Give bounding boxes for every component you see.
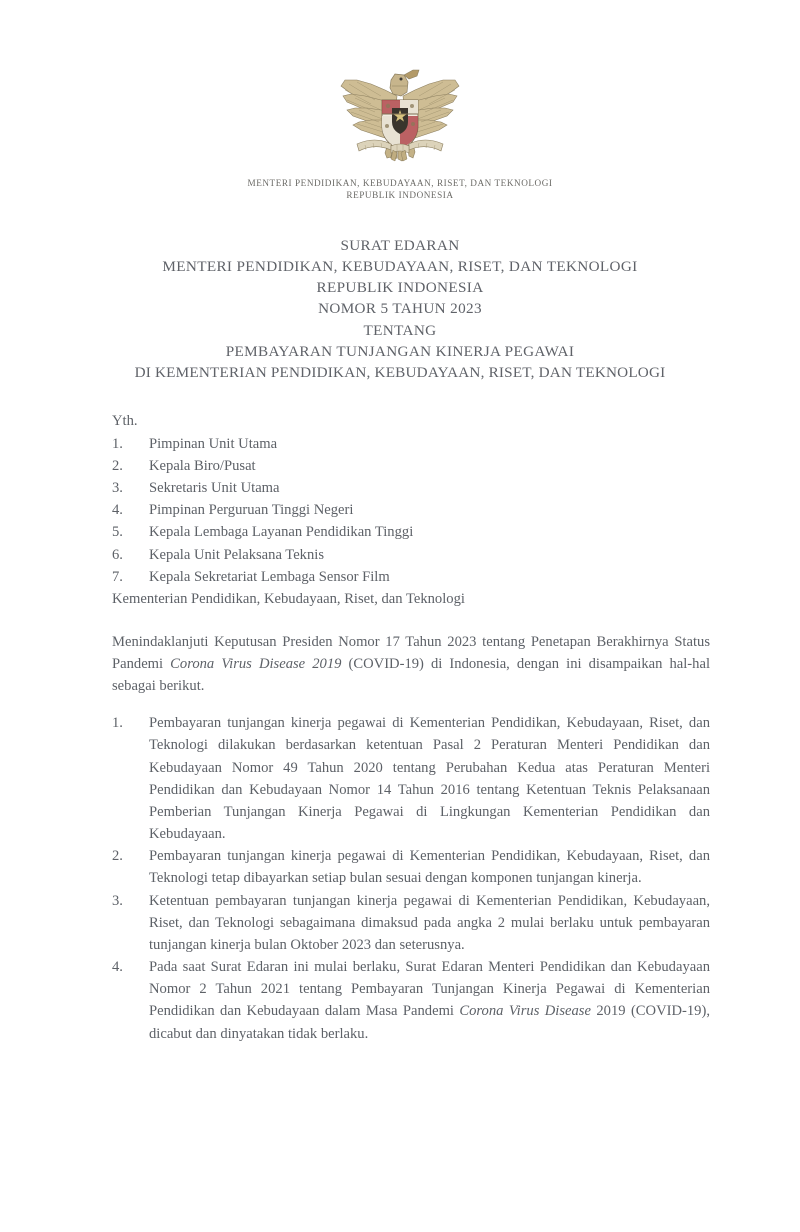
list-item	[112, 499, 710, 521]
clause-text: Pembayaran tunjangan kinerja pegawai di Kementerian Pendidikan, Kebudayaan, Riset, dan Teknologi dilakukan berdasarkan ketentuan Pasal 2 Peraturan Menteri Pendidikan dan Kebudayaan Nomor 49 Tahun 2020 tentang Perubahan Kedua atas Peraturan Menteri Pendidikan dan Kebudayaan Nomor 14 Tahun 2016 tentang Ketentuan Teknis Pelaksanaan Pemberian Tunjangan Kinerja Pegawai di Lingkungan Kementerian Pendidikan dan Kebudayaan.	[149, 715, 710, 843]
recipient-text: Kepala Sekretariat Lembaga Sensor Film	[149, 568, 390, 585]
letterhead	[0, 0, 800, 202]
list-item	[112, 845, 710, 889]
document-title-block	[0, 235, 800, 384]
clause4-italic-1: Corona Virus Disease	[459, 1003, 591, 1020]
recipient-number: 4.	[112, 502, 123, 519]
recipient-number: 1.	[112, 435, 123, 452]
recipient-number: 7.	[112, 568, 123, 585]
intro-paragraph	[112, 631, 710, 698]
recipient-number: 6.	[112, 546, 123, 563]
title-subject-1: PEMBAYARAN TUNJANGAN KINERJA PEGAWAI	[225, 342, 575, 360]
list-item	[112, 477, 710, 499]
clause-list	[112, 712, 710, 1045]
list-item	[112, 890, 710, 957]
title-subject-2: DI KEMENTERIAN PENDIDIKAN, KEBUDAYAAN, RISET, DAN TEKNOLOGI	[134, 364, 666, 382]
recipients-label: Yth.	[112, 412, 138, 429]
recipients-footer: Kementerian Pendidikan, Kebudayaan, Riset, dan Teknologi	[112, 590, 465, 607]
recipient-number: 5.	[112, 524, 123, 541]
recipient-text: Pimpinan Unit Utama	[149, 435, 278, 452]
list-item	[112, 455, 710, 477]
letterhead-line-1: MENTERI PENDIDIKAN, KEBUDAYAAN, RISET, DAN TEKNOLOGI	[247, 178, 553, 188]
intro-part-1: Menindaklanjuti Keputusan Presiden Nomor 17 Tahun 2023 tentang Penetapan Berakhirnya Status Pandemi	[112, 634, 710, 673]
list-item	[112, 521, 710, 543]
title-surat-edaran: SURAT EDARAN	[340, 236, 460, 254]
recipient-text: Kepala Biro/Pusat	[149, 457, 256, 474]
clause-text	[149, 956, 710, 1045]
list-item	[112, 566, 710, 588]
clause-number: 3.	[112, 892, 123, 909]
list-item	[112, 433, 710, 455]
clause-number: 2.	[112, 848, 123, 865]
clause4-part-1: Pada saat Surat Edaran ini mulai berlaku, Surat Edaran Menteri Pendidikan dan Kebudayaan Nomor 2 Tahun 2021 tentang Pembayaran Tunjangan Kinerja Pegawai di Kementerian Pendidikan dan Kebudayaan dalam Masa Pandemi	[149, 959, 710, 1020]
recipient-text: Kepala Unit Pelaksana Teknis	[149, 546, 325, 563]
recipient-text: Pimpinan Perguruan Tinggi Negeri	[149, 502, 354, 519]
list-item	[112, 956, 710, 1045]
document-body	[0, 410, 800, 1045]
recipient-number: 3.	[112, 480, 123, 497]
list-item	[112, 712, 710, 845]
title-tentang: TENTANG	[363, 321, 437, 339]
recipient-text: Sekretaris Unit Utama	[149, 480, 280, 497]
clause-text: Ketentuan pembayaran tunjangan kinerja pegawai di Kementerian Pendidikan, Kebudayaan, Riset, dan Teknologi sebagaimana dimaksud pada angka 2 mulai berlaku untuk pembayaran tunjangan kinerja bulan Oktober 2023 dan seterusnya.	[149, 892, 710, 953]
clause-number: 4.	[112, 959, 123, 976]
clause-number: 1.	[112, 715, 123, 732]
intro-part-2: (COVID-19) di Indonesia, dengan ini disampaikan hal-hal sebagai berikut.	[112, 656, 710, 695]
title-number: NOMOR 5 TAHUN 2023	[318, 300, 482, 318]
recipient-text: Kepala Lembaga Layanan Pendidikan Tinggi	[149, 524, 414, 541]
recipients-list	[112, 433, 710, 588]
letterhead-text	[0, 178, 800, 202]
title-republic: REPUBLIK INDONESIA	[316, 279, 484, 297]
list-item	[112, 544, 710, 566]
clause-text: Pembayaran tunjangan kinerja pegawai di Kementerian Pendidikan, Kebudayaan, Riset, dan Teknologi tetap dibayarkan setiap bulan sesuai dengan komponen tunjangan kinerja.	[149, 848, 710, 887]
clause4-part-2: 2019 (COVID-19), dicabut dan dinyatakan tidak berlaku.	[149, 1003, 710, 1042]
intro-italic-1: Corona Virus Disease 2019	[170, 656, 342, 673]
letterhead-line-2: REPUBLIK INDONESIA	[346, 189, 454, 200]
recipient-number: 2.	[112, 457, 123, 474]
garuda-pancasila-emblem	[335, 60, 465, 172]
title-ministry: MENTERI PENDIDIKAN, KEBUDAYAAN, RISET, DAN TEKNOLOGI	[162, 257, 638, 275]
